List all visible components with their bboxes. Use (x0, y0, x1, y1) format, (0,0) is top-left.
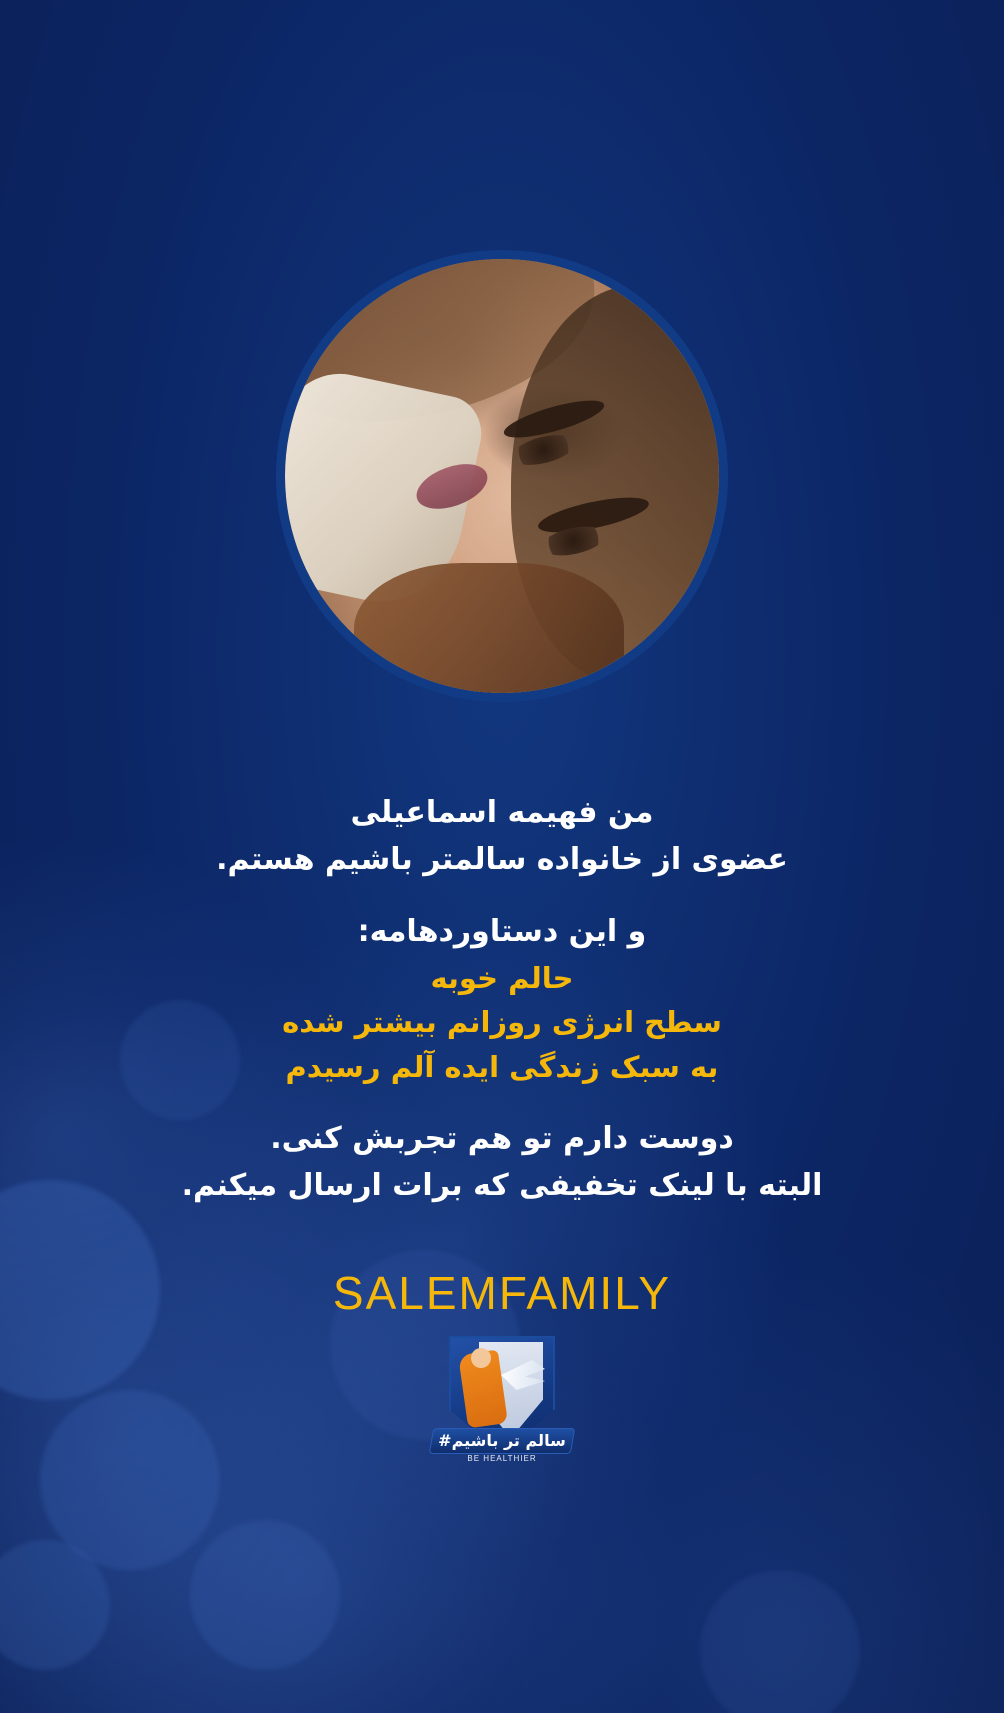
photo-shape (508, 429, 577, 470)
bokeh-circle (40, 1390, 220, 1570)
bokeh-circle (190, 1520, 340, 1670)
brand-name: SALEMFAMILY (332, 1267, 672, 1319)
athlete-head-icon (471, 1348, 491, 1368)
achievements-heading: و این دستاوردهامه: (357, 914, 647, 949)
avatar-photo (285, 259, 719, 693)
bokeh-circle (700, 1570, 860, 1713)
achievement-item: سطح انرژی روزانم بیشتر شده (282, 1005, 722, 1040)
photo-shape (354, 563, 623, 693)
intro-block (0, 790, 1004, 883)
photo-shape (285, 362, 488, 616)
bokeh-circle (0, 1540, 110, 1670)
closing-block (0, 1116, 1004, 1209)
avatar-photo-frame (276, 250, 728, 702)
photo-shape (539, 522, 608, 561)
closing-line-2: البته با لینک تخفیفی که برات ارسال میکنم. (181, 1167, 823, 1203)
avatar (232, 196, 772, 756)
photo-shape (535, 491, 651, 540)
photo-shape (411, 456, 494, 518)
logo-tagline: BE HEALTHIER (467, 1454, 537, 1463)
photo-shape (501, 393, 608, 445)
intro-line-2: عضوی از خانواده سالمتر باشیم هستم. (216, 841, 788, 877)
achievement-item: حالم خوبه (430, 960, 574, 995)
logo-band-text: سالم تر باشیم# (438, 1431, 566, 1450)
closing-line-1: دوست دارم تو هم تجربش کنی. (270, 1121, 734, 1157)
testimonial-text (0, 790, 1004, 1209)
achievements-block (0, 909, 1004, 1090)
brand-logo (427, 1330, 577, 1480)
achievement-item: به سبک زندگی ایده آلم رسیدم (285, 1050, 719, 1085)
intro-line-1: من فهیمه اسماعیلی (350, 795, 654, 830)
